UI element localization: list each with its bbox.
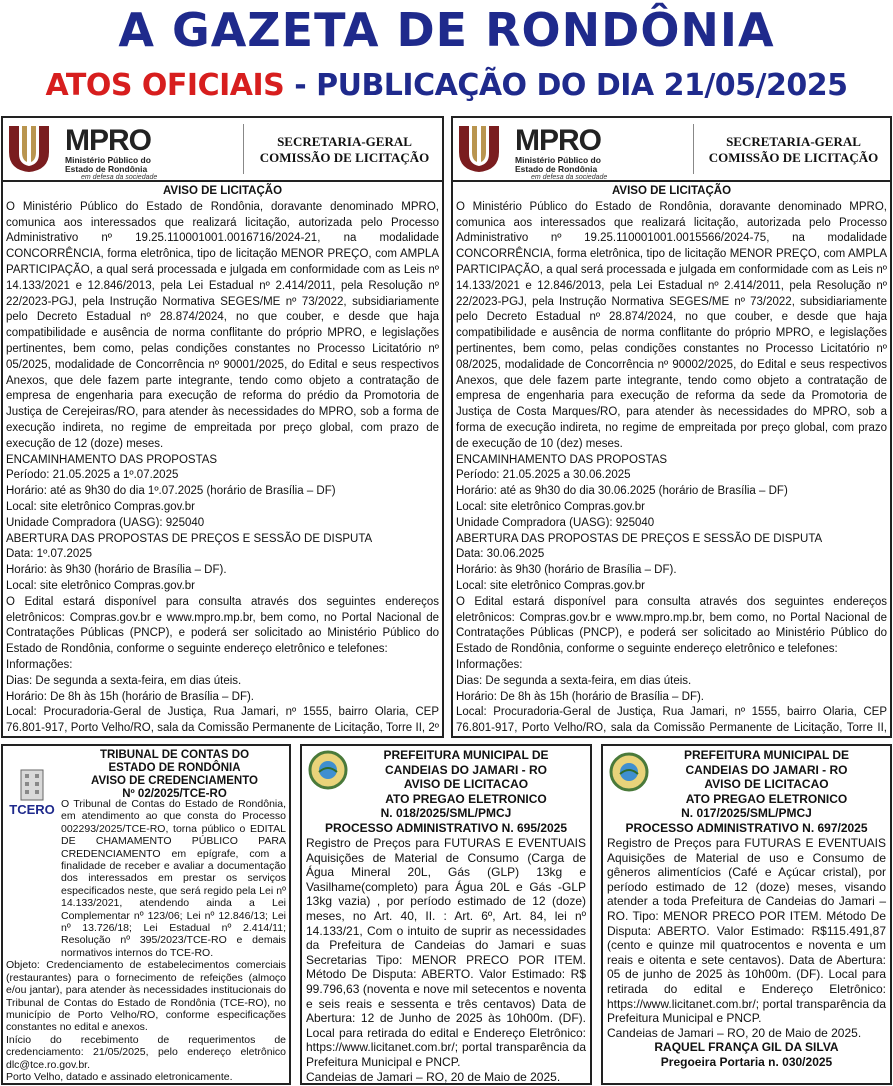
tce-paragraph: Objeto: Credenciamento de estabelecimentos comerciais (restaurantes) para o fornecimento de refeições (almoço e/ou jantar), para atender às necessidades institucionais do Tribunal de Contas do Estado de Rondônia (TCE-RO), no município de Porto Velho/RO, conforme especificações constantes no edital e anexos. xyxy=(6,959,286,1034)
header-divider xyxy=(693,124,694,174)
secretaria-label: SECRETARIA-GERAL xyxy=(277,134,412,149)
subtitle-dash: - xyxy=(284,68,317,103)
notice-line: Unidade Compradora (UASG): 925040 xyxy=(6,516,205,529)
notice-heading: AVISO DE LICITAÇÃO xyxy=(611,185,732,197)
notice-line: Horário: às 9h30 (horário de Brasília – DF). xyxy=(6,564,227,577)
mpro-logo-icon xyxy=(7,124,51,174)
tce-paragraph: Início do recebimento de requerimentos de credenciamento: 21/05/2025, pelo endereço eletrônico dlc@tce.ro.gov.br. xyxy=(6,1033,286,1071)
notice-line: Unidade Compradora (UASG): 925040 xyxy=(456,516,655,529)
comissao-label: COMISSÃO DE LICITAÇÃO xyxy=(259,150,430,165)
notice-info: Horário: De 8h às 15h (horário de Brasília – DF). xyxy=(6,690,254,703)
subtitle-publication-date: PUBLICAÇÃO DO DIA 21/05/2025 xyxy=(316,68,848,103)
notice-line: Local: site eletrônico Compras.gov.br xyxy=(456,500,645,513)
tce-paragraph: O Tribunal de Contas do Estado de Rondônia, em atendimento ao que consta do Processo 002293/2025/TCE-RO, torna público o EDITAL DE CHAMAMENTO PÚBLICO PARA CREDENCIAMENTO em epígrafe, com a finalidade de receber e avaliar a documentação dos interessados em prestar os serviços especificados neste, que será regido pela Lei nº 14.133/2021, atendendo ainda a Lei Complementar nº 123/06; Lei nº 12.846/13; Lei nº 13.726/18; Lei Estadual nº 2.414/11; Resolução nº 395/2023/TCE-RO e demais normativos internos do TCE-RO. xyxy=(61,798,286,959)
notice-edital: O Edital estará disponível para consulta através dos seguintes endereços eletrônicos: Compras.gov.br e www.mpro.mp.br, bem como, no Portal Nacional de Contratações Públicas (PNCP), e poderá ser solicitado ao Ministério Público do Estado de Rondônia, conforme o seguinte endereço eletrônico e telefones: xyxy=(456,595,887,656)
header-divider xyxy=(243,124,244,174)
notice-info: Horário: De 8h às 15h (horário de Brasília – DF). xyxy=(456,690,704,703)
notice-line: ABERTURA DAS PROPOSTAS DE PREÇOS E SESSÃO DE DISPUTA xyxy=(456,532,823,545)
newspaper-title: A GAZETA DE RONDÔNIA xyxy=(118,3,775,57)
comissao-label: COMISSÃO DE LICITAÇÃO xyxy=(708,150,879,165)
pm-date: Candeias de Jamari – RO, 20 de Maio de 2025. xyxy=(607,1025,862,1040)
notice-paragraph: O Ministério Público do Estado de Rondônia, doravante denominado MPRO, comunica aos interessados que realizará licitação, autorizada pelo Processo Administrativo nº 19.25.110001001.0016716/2024-21, na modalidade CONCORRÊNCIA, forma eletrônica, tipo de licitação MENOR PREÇO, com AMPLA PARTICIPAÇÃO, a qual será processada e julgada em conformidade com as Leis nº 14.133/2021 e 12.846/2013, pela Lei Estadual nº 2.414/2011, pela Resolução nº 22/2023-PGJ, pela Instrução Normativa SEGES/ME nº 73/2022, subsidiariamente pelo Decreto Estadual nº 28.874/2024, no que couber, e desde que haja compatibilidade e ausência de norma conflitante do próprio MPRO, e legislações pertinentes, bem como, pelas condições constantes no Processo Licitatório nº 05/2025, modalidade de Concorrência nº 90001/2025, do Edital e seus respectivos Anexos, que dele fazem parte integrante, tendo como objeto a contratação de empresa de engenharia para execução de reforma do prédio da Promotoria de Justiça de Cerejeiras/RO, para atender às necessidades do MPRO, sob a forma de execução indireta, no regime de empreitada por preço global, com prazo de execução de 12 (doze) meses. xyxy=(6,200,439,450)
tce-head-line: TRIBUNAL DE CONTAS DO xyxy=(99,749,250,761)
pm-signer: RAQUEL FRANÇA GIL DA SILVA xyxy=(654,1040,839,1055)
tce-head-line: AVISO DE CREDENCIAMENTO xyxy=(91,775,258,787)
newspaper-subtitle xyxy=(0,66,893,106)
notice-line: Horário: às 9h30 (horário de Brasília – DF). xyxy=(456,564,677,577)
notice-info: Informações: xyxy=(6,658,73,671)
pm-head-line: PREFEITURA MUNICIPAL DE xyxy=(683,748,850,762)
pm-head-line: PROCESSO ADMINISTRATIVO N. 695/2025 xyxy=(324,820,568,835)
mpro-brand-name: MPRO xyxy=(515,124,601,157)
notice-paragraph: O Ministério Público do Estado de Rondônia, doravante denominado MPRO, comunica aos interessados que realizará licitação, autorizada pelo Processo Administrativo nº 19.25.110001001.0015566/2024-75, na modalidade CONCORRÊNCIA, forma eletrônica, tipo de licitação MENOR PREÇO, com AMPLA PARTICIPAÇÃO, a qual será processada e julgada em conformidade com as Leis nº 14.133/2021 e 12.846/2013, pela Lei Estadual nº 2.414/2011, pela Resolução nº 22/2023-PGJ, pela Instrução Normativa SEGES/ME nº 73/2022, subsidiariamente pelo Decreto Estadual nº 28.874/2024, no que couber, e desde que haja compatibilidade e ausência de norma conflitante do próprio MPRO, e legislações pertinentes, bem como, pelas condições constantes no Processo Licitatório nº 08/2025, modalidade de Concorrência nº 90002/2025, do Edital e seus respectivos Anexos, que dele fazem parte integrante, tendo como objeto a contratação de empresa de engenharia para execução de reforma da sede da Promotoria de Justiça de Costa Marques/RO, para atender às necessidades do MPRO, sob a forma de execução indireta, no regime de empreitada por preço global, com prazo de execução de 10 (dez) meses. xyxy=(456,200,887,450)
pm-body-text: Registro de Preços para FUTURAS E EVENTUAIS Aquisições de Material de uso e Consumo de gêneros alimentícios (Café e Açúcar cristal), por período estimado de 12 (doze) meses, visando atender a toda Prefeitura de Candeias do Jamari – RO. Tipo: MENOR PRECO POR ITEM. Método De Disputa: ABERTO. Valor Estimado: R$115.491,87 (cento e quinze mil quatrocentos e noventa e um reais e oitenta e sete centavos). Data de Abertura: 05 de junho de 2025 às 10h00m. (DF). Local para retirada do edital e Endereço Eletrônico: https://www.licitanet.com.br/; portal transparência da Prefeitura Municipal e PNCP. xyxy=(607,836,886,1026)
department-title xyxy=(699,134,888,166)
notice-prefeitura-right xyxy=(601,744,892,1085)
notice-line: Data: 30.06.2025 xyxy=(456,548,545,561)
pm-date: Candeias de Jamari – RO, 20 de Maio de 2025. xyxy=(306,1069,561,1084)
notice-mpro-right xyxy=(451,116,892,738)
notice-prefeitura-left xyxy=(300,744,592,1085)
notice-local: Local: Procuradoria-Geral de Justiça, Rua Jamari, nº 1555, bairro Olaria, CEP 76.801-917, Porto Velho/RO, sala da Comissão Permanente de Licitação, Torre II, xyxy=(456,706,887,735)
pm-subheading xyxy=(607,806,886,835)
notice-body xyxy=(456,184,887,738)
pm-head-line: ATO PREGAO ELETRONICO xyxy=(685,791,848,806)
tce-head-line: Nº 02/2025/TCE-RO xyxy=(122,788,227,800)
notice-line: Local: site eletrônico Compras.gov.br xyxy=(6,500,195,513)
mpro-logo-icon xyxy=(457,124,501,174)
pm-heading xyxy=(647,748,886,806)
tce-logo-text: TCERO xyxy=(9,802,55,817)
notice-line: Período: 21.05.2025 a 1º.07.2025 xyxy=(6,469,179,482)
candeias-coat-of-arms-icon xyxy=(609,752,649,792)
notice-line: Local: site eletrônico Compras.gov.br xyxy=(6,579,195,592)
department-title xyxy=(249,134,440,166)
notice-edital: O Edital estará disponível para consulta através dos seguintes endereços eletrônicos: Compras.gov.br e www.mpro.mp.br, bem como, no Portal Nacional de Contratações Públicas (PNCP), e poderá ser solicitado ao Ministério Público do Estado de Rondônia, conforme o seguinte endereço eletrônico e telefones: xyxy=(6,595,439,656)
pm-head-line: N. 018/2025/SML/PMCJ xyxy=(380,806,512,820)
pm-head-line: AVISO DE LICITACAO xyxy=(704,777,829,791)
notice-mpro-left xyxy=(1,116,444,738)
notice-line: ENCAMINHAMENTO DAS PROPOSTAS xyxy=(6,453,218,466)
notice-info: Dias: De segunda a sexta-feira, em dias úteis. xyxy=(456,674,692,687)
mpro-brand-name: MPRO xyxy=(65,124,151,157)
notice-line: Horário: até as 9h30 do dia 30.06.2025 (horário de Brasília – DF) xyxy=(456,485,788,498)
pm-heading xyxy=(346,748,586,806)
mpro-tagline: em defesa da sociedade xyxy=(81,174,158,181)
mpro-brand-line1: Ministério Público do xyxy=(515,155,601,165)
pm-head-line: CANDEIAS DO JAMARI - RO xyxy=(384,762,547,777)
tce-heading xyxy=(63,749,286,801)
notice-line: Local: site eletrônico Compras.gov.br xyxy=(456,579,645,592)
tce-body xyxy=(6,798,286,1085)
notice-heading: AVISO DE LICITAÇÃO xyxy=(162,185,283,197)
mpro-brand-lines xyxy=(515,156,601,174)
mpro-brand-line2: Estado de Rondônia xyxy=(515,164,598,174)
notice-line: ENCAMINHAMENTO DAS PROPOSTAS xyxy=(456,453,668,466)
mpro-tagline: em defesa da sociedade xyxy=(531,174,608,181)
pm-head-line: ATO PREGAO ELETRONICO xyxy=(385,791,547,806)
secretaria-label: SECRETARIA-GERAL xyxy=(726,134,861,149)
notice-line: Período: 21.05.2025 a 30.06.2025 xyxy=(456,469,631,482)
notice-local: Local: Procuradoria-Geral de Justiça, Rua Jamari, nº 1555, bairro Olaria, CEP 76.801-917, Porto Velho/RO, sala da Comissão Permanente de Licitação, Torre II, 2º xyxy=(6,706,439,735)
mpro-header xyxy=(3,118,442,182)
pm-signer-role: Pregoeira Portaria n. 030/2025 xyxy=(660,1054,833,1069)
pm-body-text: Registro de Preços para FUTURAS E EVENTUAIS Aquisições de Material de Consumo (Carga de Água Mineral 20L, Gás (GLP) 13kg e Vasilhame(completo) para Água 20L e Gás -GLP 13kg vazia) , por período estimado de 12 (doze) meses, no Art. 40, II. : Art. 6º, Art. 84, lei nº 14.133/21, Com o intuito de suprir as necessidades da Prefeitura de Candeias do Jamari e suas Secretarias Tipo: MENOR PRECO POR ITEM. Método De Disputa: ABERTO. Valor Estimado: R$ 99.796,63 (noventa e nove mil setecentos e noventa e seis reais e sessenta e três centavos) Data de Abertura: 12 de Junho de 2025 às 10h00m. (DF). Local para retirada do edital e Endereço Eletrônico: https://www.licitanet.com.br/; portal transparência da Prefeitura Municipal e PNCP. xyxy=(306,836,586,1069)
notice-line: Data: 1º.07.2025 xyxy=(6,548,93,561)
notice-info: Informações: xyxy=(456,658,523,671)
pm-head-line: CANDEIAS DO JAMARI - RO xyxy=(685,762,848,777)
mpro-brand-lines xyxy=(65,156,151,174)
pm-head-line: PROCESSO ADMINISTRATIVO N. 697/2025 xyxy=(625,820,868,835)
mpro-header xyxy=(453,118,890,182)
candeias-coat-of-arms-icon xyxy=(308,750,348,790)
pm-head-line: N. 017/2025/SML/PMCJ xyxy=(681,806,812,820)
notice-line: ABERTURA DAS PROPOSTAS DE PREÇOS E SESSÃO DE DISPUTA xyxy=(6,532,373,545)
pm-head-line: PREFEITURA MUNICIPAL DE xyxy=(383,748,549,762)
notice-body xyxy=(6,184,439,738)
tce-signer xyxy=(6,1083,286,1085)
pm-head-line: AVISO DE LICITACAO xyxy=(403,777,529,791)
mpro-brand-line1: Ministério Público do xyxy=(65,155,151,165)
subtitle-atos-oficiais: ATOS OFICIAIS xyxy=(45,68,285,103)
pm-body xyxy=(306,836,586,1085)
pm-subheading xyxy=(306,806,586,835)
pm-signer xyxy=(306,1084,586,1085)
notice-info: Dias: De segunda a sexta-feira, em dias úteis. xyxy=(6,674,242,687)
tce-head-line: ESTADO DE RONDÔNIA xyxy=(108,762,241,774)
notice-tce xyxy=(1,744,291,1085)
tce-paragraph: Porto Velho, datado e assinado eletronicamente. xyxy=(6,1070,233,1083)
notice-line: Horário: até as 9h30 do dia 1º.07.2025 (horário de Brasília – DF) xyxy=(6,485,336,498)
mpro-brand-line2: Estado de Rondônia xyxy=(65,164,148,174)
pm-body xyxy=(607,836,886,1070)
